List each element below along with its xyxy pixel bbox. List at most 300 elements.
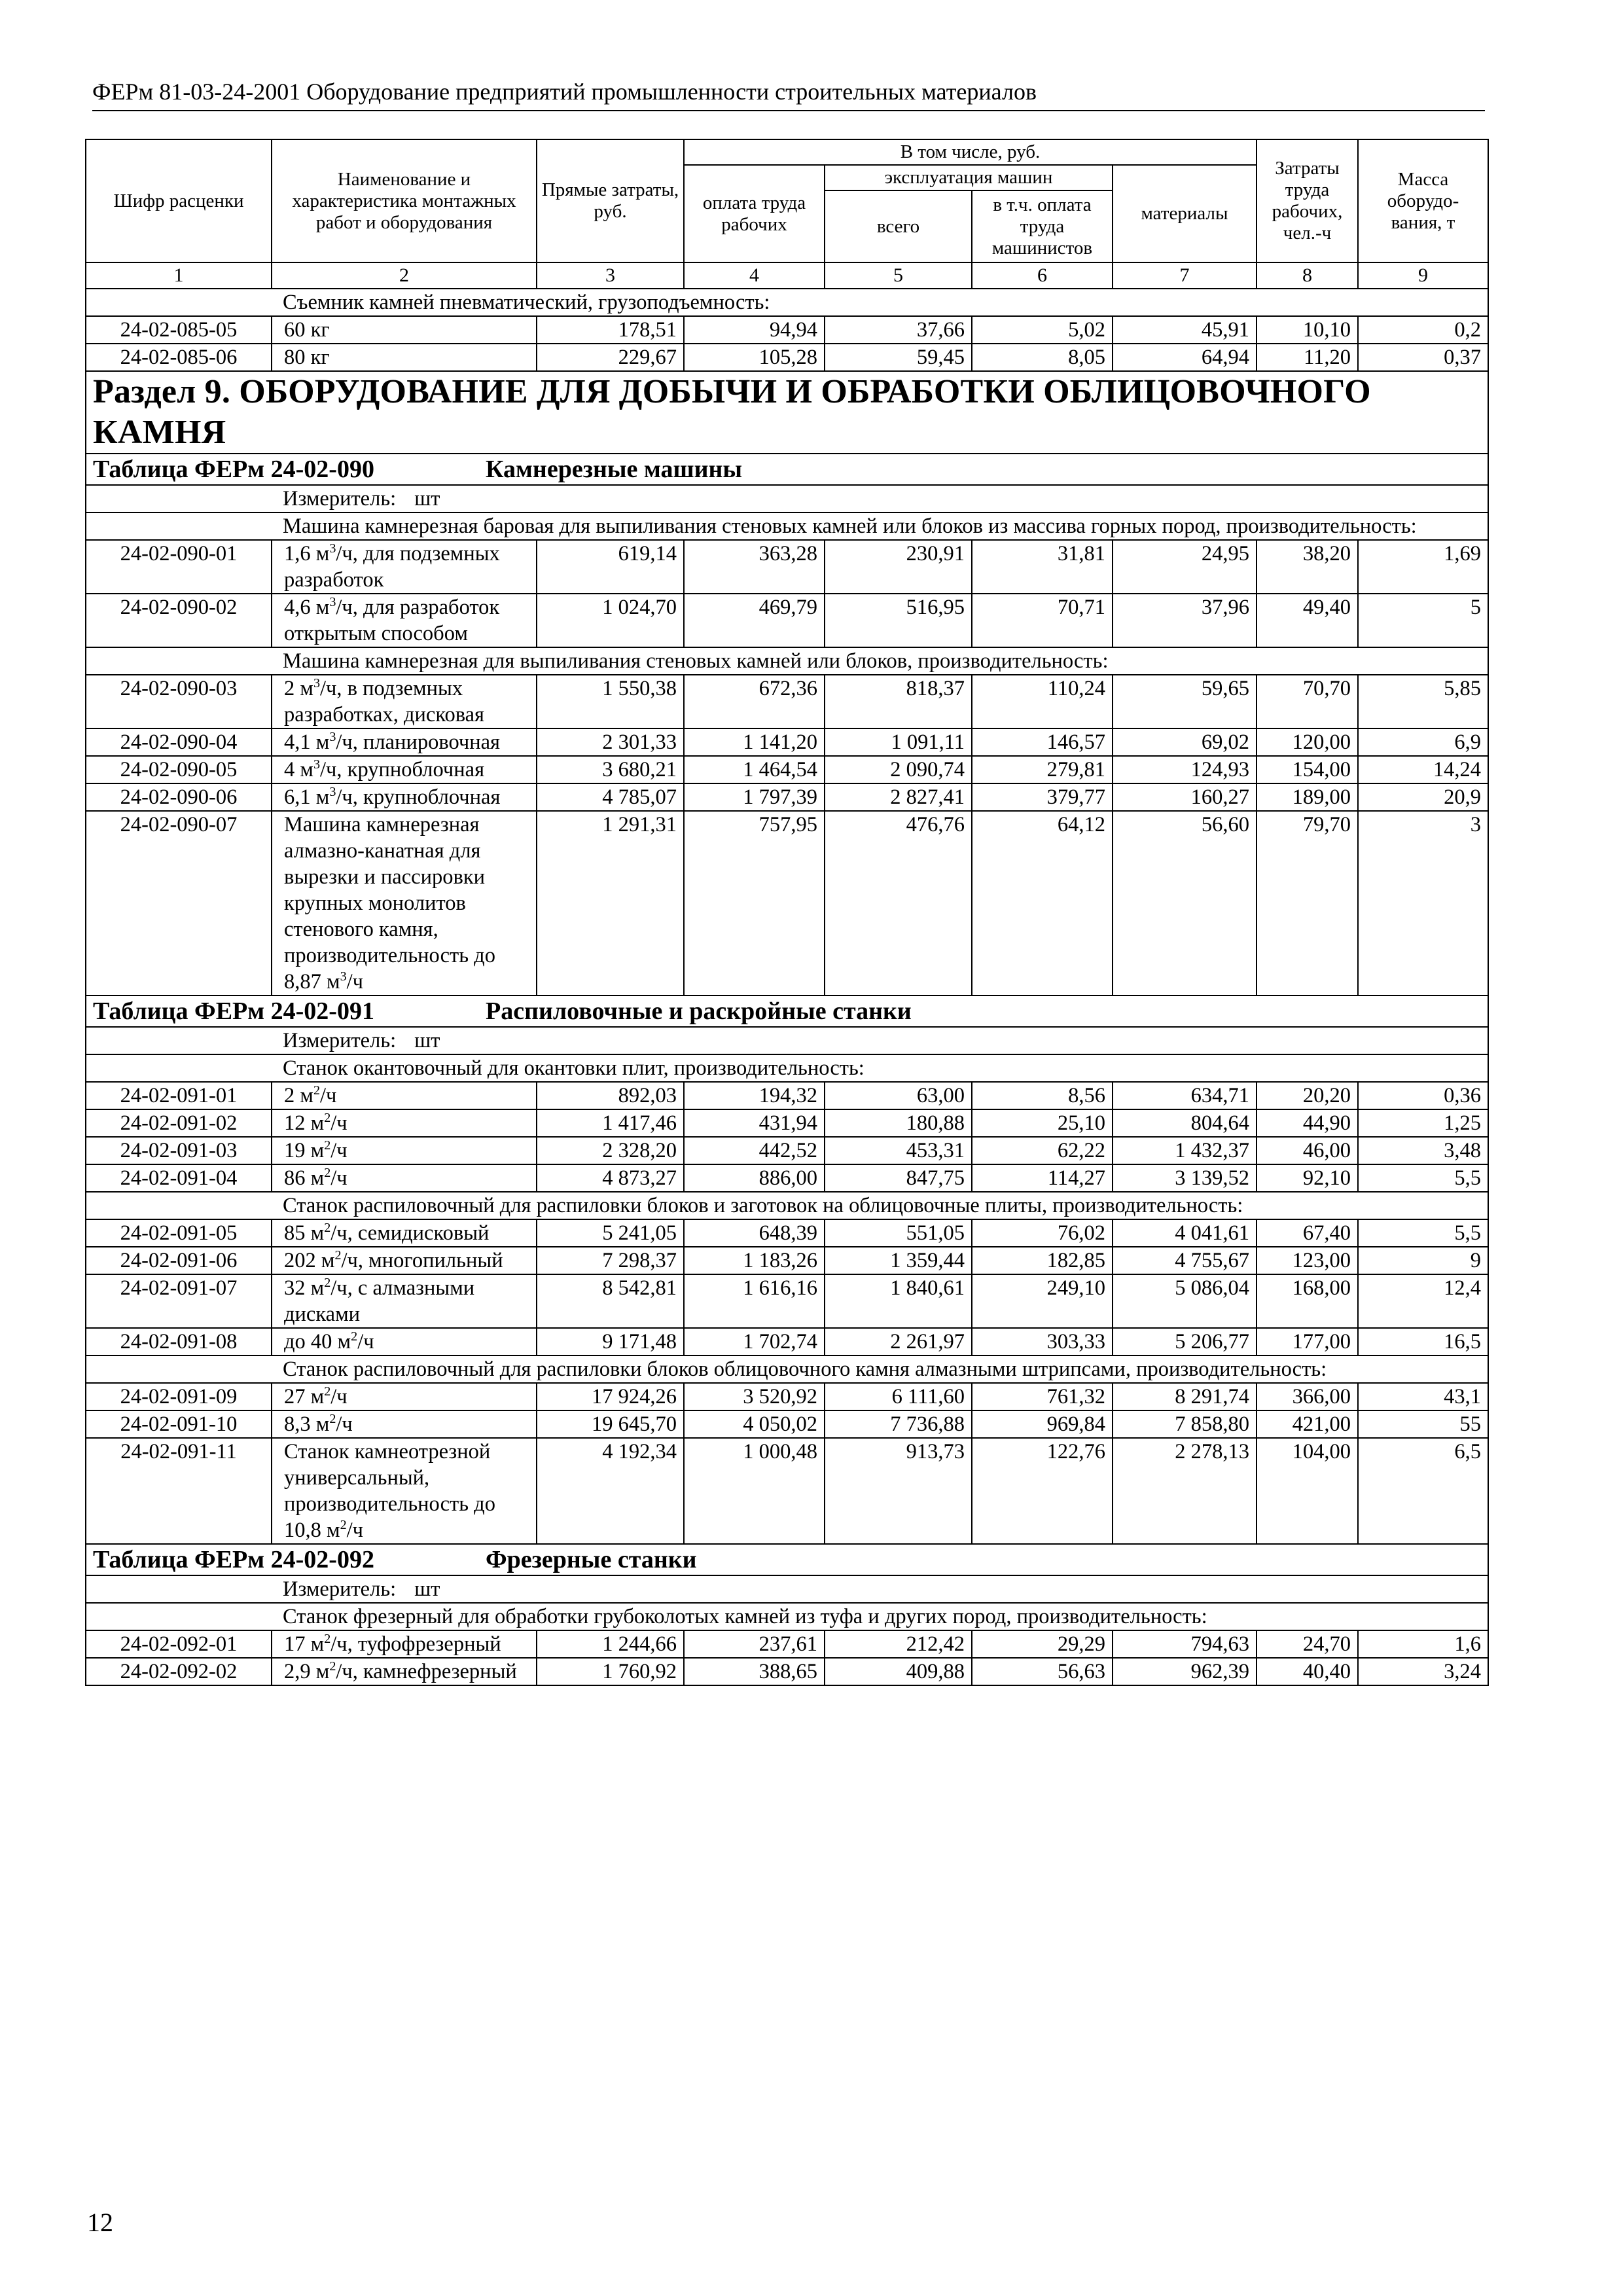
rate-code: 24-02-085-05 bbox=[86, 316, 272, 344]
table-id: Таблица ФЕРм 24-02-090 bbox=[93, 456, 374, 483]
value-cell: 648,39 bbox=[684, 1219, 825, 1247]
value-cell: 62,22 bbox=[972, 1137, 1113, 1164]
rate-code: 24-02-092-02 bbox=[86, 1658, 272, 1685]
value-cell: 230,91 bbox=[825, 540, 972, 594]
unit-exponent: 2 bbox=[324, 1276, 331, 1291]
rate-name-text: Станок камнеотрезной универсальный, производительность до 10,8 м bbox=[284, 1440, 495, 1542]
value-cell: 7 736,88 bbox=[825, 1410, 972, 1438]
value-cell: 4 873,27 bbox=[537, 1164, 684, 1192]
rate-name bbox=[272, 540, 537, 594]
value-cell: 0,37 bbox=[1358, 344, 1488, 371]
value-cell: 5,5 bbox=[1358, 1164, 1488, 1192]
col-header-materials: материалы bbox=[1113, 165, 1257, 262]
rate-name bbox=[272, 783, 537, 811]
value-cell: 29,29 bbox=[972, 1630, 1113, 1658]
rate-name-text: 2,9 м bbox=[284, 1660, 330, 1683]
value-cell: 9 171,48 bbox=[537, 1328, 684, 1355]
column-number: 1 bbox=[86, 262, 272, 289]
rate-name bbox=[272, 728, 537, 756]
value-cell: 1 840,61 bbox=[825, 1274, 972, 1328]
table-heading bbox=[86, 996, 1488, 1027]
value-cell: 11,20 bbox=[1257, 344, 1358, 371]
value-cell: 619,14 bbox=[537, 540, 684, 594]
rate-code: 24-02-091-09 bbox=[86, 1383, 272, 1410]
unit-exponent: 2 bbox=[324, 1166, 331, 1181]
unit-exponent: 2 bbox=[313, 1083, 321, 1098]
value-cell: 64,12 bbox=[972, 811, 1113, 996]
rate-name-text: /ч bbox=[330, 1166, 348, 1190]
value-cell: 49,40 bbox=[1257, 594, 1358, 647]
value-cell: 92,10 bbox=[1257, 1164, 1358, 1192]
col-header-mass: Масса оборудо-вания, т bbox=[1358, 139, 1488, 262]
value-cell: 63,00 bbox=[825, 1082, 972, 1109]
value-cell: 20,9 bbox=[1358, 783, 1488, 811]
value-cell: 634,71 bbox=[1113, 1082, 1257, 1109]
rate-name-text: 85 м bbox=[284, 1221, 325, 1245]
value-cell: 442,52 bbox=[684, 1137, 825, 1164]
value-cell: 182,85 bbox=[972, 1247, 1113, 1274]
value-cell: 1 291,31 bbox=[537, 811, 684, 996]
value-cell: 64,94 bbox=[1113, 344, 1257, 371]
value-cell: 7 298,37 bbox=[537, 1247, 684, 1274]
value-cell: 2 827,41 bbox=[825, 783, 972, 811]
table-row bbox=[86, 540, 1488, 594]
value-cell: 94,94 bbox=[684, 316, 825, 344]
value-cell: 160,27 bbox=[1113, 783, 1257, 811]
value-cell: 104,00 bbox=[1257, 1438, 1358, 1544]
page-number: 12 bbox=[87, 2208, 113, 2237]
value-cell: 1 183,26 bbox=[684, 1247, 825, 1274]
value-cell: 757,95 bbox=[684, 811, 825, 996]
rate-name bbox=[272, 1658, 537, 1685]
value-cell: 194,32 bbox=[684, 1082, 825, 1109]
value-cell: 804,64 bbox=[1113, 1109, 1257, 1137]
value-cell: 25,10 bbox=[972, 1109, 1113, 1137]
value-cell: 177,00 bbox=[1257, 1328, 1358, 1355]
unit-exponent: 2 bbox=[351, 1329, 358, 1344]
col-header-code: Шифр расценки bbox=[86, 139, 272, 262]
value-cell: 70,70 bbox=[1257, 675, 1358, 728]
rate-name bbox=[272, 1219, 537, 1247]
value-cell: 24,95 bbox=[1113, 540, 1257, 594]
value-cell: 45,91 bbox=[1113, 316, 1257, 344]
value-cell: 551,05 bbox=[825, 1219, 972, 1247]
rate-name-text: /ч, семидисковый bbox=[330, 1221, 490, 1245]
value-cell: 237,61 bbox=[684, 1630, 825, 1658]
unit-exponent: 2 bbox=[324, 1221, 331, 1236]
value-cell: 1,6 bbox=[1358, 1630, 1488, 1658]
unit-exponent: 2 bbox=[324, 1632, 331, 1647]
column-number: 4 bbox=[684, 262, 825, 289]
value-cell: 56,60 bbox=[1113, 811, 1257, 996]
group-heading: Машина камнерезная баровая для выпиливания стеновых камней или блоков из массива горных пород, производительность: bbox=[86, 512, 1488, 540]
rate-name bbox=[272, 1383, 537, 1410]
value-cell: 154,00 bbox=[1257, 756, 1358, 783]
value-cell: 409,88 bbox=[825, 1658, 972, 1685]
value-cell: 469,79 bbox=[684, 594, 825, 647]
value-cell: 962,39 bbox=[1113, 1658, 1257, 1685]
value-cell: 249,10 bbox=[972, 1274, 1113, 1328]
value-cell: 59,65 bbox=[1113, 675, 1257, 728]
rate-code: 24-02-091-02 bbox=[86, 1109, 272, 1137]
table-row bbox=[86, 1164, 1488, 1192]
value-cell: 229,67 bbox=[537, 344, 684, 371]
table-row bbox=[86, 1137, 1488, 1164]
rate-name-text: 6,1 м bbox=[284, 785, 330, 809]
value-cell: 303,33 bbox=[972, 1328, 1113, 1355]
column-number: 3 bbox=[537, 262, 684, 289]
rate-name-text: 4,6 м bbox=[284, 596, 330, 619]
table-row bbox=[86, 1328, 1488, 1355]
rate-name-text: /ч bbox=[346, 1518, 364, 1542]
group-heading: Съемник камней пневматический, грузоподъемность: bbox=[86, 289, 1488, 316]
column-number: 7 bbox=[1113, 262, 1257, 289]
rate-name-text: /ч, многопильный bbox=[341, 1249, 503, 1272]
meter-unit: шт bbox=[414, 1029, 440, 1052]
rate-name-text: /ч, для разработок открытым способом bbox=[284, 596, 500, 645]
rate-name-text: /ч, крупноблочная bbox=[320, 758, 485, 781]
value-cell: 122,76 bbox=[972, 1438, 1113, 1544]
meter-row bbox=[86, 485, 1488, 512]
value-cell: 761,32 bbox=[972, 1383, 1113, 1410]
table-row bbox=[86, 1247, 1488, 1274]
rate-name-text: /ч, с алмазными дисками bbox=[284, 1276, 475, 1326]
rate-name bbox=[272, 1109, 537, 1137]
value-cell: 189,00 bbox=[1257, 783, 1358, 811]
value-cell: 1 091,11 bbox=[825, 728, 972, 756]
value-cell: 8,56 bbox=[972, 1082, 1113, 1109]
value-cell: 20,20 bbox=[1257, 1082, 1358, 1109]
rate-name bbox=[272, 1630, 537, 1658]
meter-label: Измеритель: bbox=[283, 1029, 397, 1052]
value-cell: 37,66 bbox=[825, 316, 972, 344]
rate-name bbox=[272, 811, 537, 996]
value-cell: 44,90 bbox=[1257, 1109, 1358, 1137]
rate-name-text: 4,1 м bbox=[284, 730, 330, 754]
page-header: ФЕРм 81-03-24-2001 Оборудование предприятий промышленности строительных материалов bbox=[92, 77, 1485, 111]
rate-name-text: /ч, в подземных разработках, дисковая bbox=[284, 677, 485, 726]
rate-name-text: 19 м bbox=[284, 1139, 325, 1162]
value-cell: 16,5 bbox=[1358, 1328, 1488, 1355]
value-cell: 453,31 bbox=[825, 1137, 972, 1164]
value-cell: 59,45 bbox=[825, 344, 972, 371]
rate-name-text: 32 м bbox=[284, 1276, 325, 1300]
value-cell: 431,94 bbox=[684, 1109, 825, 1137]
value-cell: 5 241,05 bbox=[537, 1219, 684, 1247]
rate-name bbox=[272, 594, 537, 647]
rate-name-text: /ч bbox=[330, 1385, 348, 1408]
col-header-name: Наименование и характеристика монтажных работ и оборудования bbox=[272, 139, 537, 262]
value-cell: 1 550,38 bbox=[537, 675, 684, 728]
meter-label: Измеритель: bbox=[283, 487, 397, 511]
rate-code: 24-02-090-05 bbox=[86, 756, 272, 783]
rate-name bbox=[272, 1410, 537, 1438]
value-cell: 476,76 bbox=[825, 811, 972, 996]
table-row bbox=[86, 756, 1488, 783]
unit-exponent: 3 bbox=[313, 757, 321, 772]
value-cell: 9 bbox=[1358, 1247, 1488, 1274]
group-heading: Станок распиловочный для распиловки блоков облицовочного камня алмазными штрипсами, производительность: bbox=[86, 1355, 1488, 1383]
value-cell: 10,10 bbox=[1257, 316, 1358, 344]
value-cell: 2 090,74 bbox=[825, 756, 972, 783]
col-header-machines: эксплуатация машин bbox=[825, 165, 1113, 190]
value-cell: 794,63 bbox=[1113, 1630, 1257, 1658]
value-cell: 363,28 bbox=[684, 540, 825, 594]
value-cell: 1 432,37 bbox=[1113, 1137, 1257, 1164]
rate-code: 24-02-091-11 bbox=[86, 1438, 272, 1544]
table-row bbox=[86, 811, 1488, 996]
col-header-incl: В том числе, руб. bbox=[684, 139, 1257, 165]
value-cell: 146,57 bbox=[972, 728, 1113, 756]
group-heading: Станок распиловочный для распиловки блоков и заготовок на облицовочные плиты, производительность: bbox=[86, 1192, 1488, 1219]
col-header-mach-labor: в т.ч. оплата труда машинистов bbox=[972, 190, 1113, 262]
value-cell: 67,40 bbox=[1257, 1219, 1358, 1247]
value-cell: 1,25 bbox=[1358, 1109, 1488, 1137]
value-cell: 56,63 bbox=[972, 1658, 1113, 1685]
column-number-row bbox=[86, 262, 1488, 289]
column-number: 9 bbox=[1358, 262, 1488, 289]
value-cell: 379,77 bbox=[972, 783, 1113, 811]
rate-code: 24-02-091-10 bbox=[86, 1410, 272, 1438]
rate-code: 24-02-091-08 bbox=[86, 1328, 272, 1355]
column-number: 6 bbox=[972, 262, 1113, 289]
rate-name bbox=[272, 1247, 537, 1274]
value-cell: 14,24 bbox=[1358, 756, 1488, 783]
section-heading: Раздел 9. ОБОРУДОВАНИЕ ДЛЯ ДОБЫЧИ И ОБРАБОТКИ ОБЛИЦОВОЧНОГО КАМНЯ bbox=[86, 371, 1488, 454]
value-cell: 421,00 bbox=[1257, 1410, 1358, 1438]
value-cell: 1 797,39 bbox=[684, 783, 825, 811]
rate-name bbox=[272, 1137, 537, 1164]
rate-name bbox=[272, 1328, 537, 1355]
rate-name-text: /ч bbox=[330, 1111, 348, 1135]
rate-code: 24-02-091-04 bbox=[86, 1164, 272, 1192]
rate-name bbox=[272, 675, 537, 728]
table-heading bbox=[86, 1544, 1488, 1575]
table-row bbox=[86, 1109, 1488, 1137]
table-title: Фрезерные станки bbox=[486, 1546, 697, 1573]
value-cell: 38,20 bbox=[1257, 540, 1358, 594]
value-cell: 4 041,61 bbox=[1113, 1219, 1257, 1247]
value-cell: 388,65 bbox=[684, 1658, 825, 1685]
value-cell: 168,00 bbox=[1257, 1274, 1358, 1328]
value-cell: 76,02 bbox=[972, 1219, 1113, 1247]
rate-name-text: 8,3 м bbox=[284, 1412, 330, 1436]
value-cell: 123,00 bbox=[1257, 1247, 1358, 1274]
table-row bbox=[86, 1274, 1488, 1328]
value-cell: 5,02 bbox=[972, 316, 1113, 344]
rate-code: 24-02-091-01 bbox=[86, 1082, 272, 1109]
group-heading: Станок фрезерный для обработки грубоколотых камней из туфа и других пород, производительность: bbox=[86, 1603, 1488, 1630]
rate-name-text: 27 м bbox=[284, 1385, 325, 1408]
value-cell: 3,48 bbox=[1358, 1137, 1488, 1164]
rate-name-text: /ч bbox=[330, 1139, 348, 1162]
value-cell: 1 024,70 bbox=[537, 594, 684, 647]
unit-exponent: 2 bbox=[329, 1659, 336, 1674]
rate-code: 24-02-090-01 bbox=[86, 540, 272, 594]
rate-code: 24-02-091-05 bbox=[86, 1219, 272, 1247]
group-heading: Станок окантовочный для окантовки плит, производительность: bbox=[86, 1054, 1488, 1082]
table-row bbox=[86, 1410, 1488, 1438]
value-cell: 279,81 bbox=[972, 756, 1113, 783]
rate-code: 24-02-090-07 bbox=[86, 811, 272, 996]
table-row bbox=[86, 728, 1488, 756]
table-id: Таблица ФЕРм 24-02-091 bbox=[93, 997, 374, 1025]
value-cell: 847,75 bbox=[825, 1164, 972, 1192]
table-row bbox=[86, 1630, 1488, 1658]
value-cell: 180,88 bbox=[825, 1109, 972, 1137]
value-cell: 1 000,48 bbox=[684, 1438, 825, 1544]
meter-unit: шт bbox=[414, 487, 440, 511]
unit-exponent: 2 bbox=[324, 1111, 331, 1126]
value-cell: 892,03 bbox=[537, 1082, 684, 1109]
unit-exponent: 3 bbox=[340, 969, 347, 984]
unit-exponent: 2 bbox=[340, 1518, 347, 1533]
col-header-mach-total: всего bbox=[825, 190, 972, 262]
value-cell: 3 680,21 bbox=[537, 756, 684, 783]
rate-code: 24-02-091-03 bbox=[86, 1137, 272, 1164]
rate-name-text: 86 м bbox=[284, 1166, 325, 1190]
rate-name-text: /ч bbox=[346, 970, 364, 994]
value-cell: 1 141,20 bbox=[684, 728, 825, 756]
col-header-labor-pay: оплата труда рабочих bbox=[684, 165, 825, 262]
value-cell: 1 702,74 bbox=[684, 1328, 825, 1355]
value-cell: 178,51 bbox=[537, 316, 684, 344]
value-cell: 5,85 bbox=[1358, 675, 1488, 728]
value-cell: 70,71 bbox=[972, 594, 1113, 647]
value-cell: 6 111,60 bbox=[825, 1383, 972, 1410]
value-cell: 8,05 bbox=[972, 344, 1113, 371]
unit-exponent: 3 bbox=[329, 595, 336, 610]
value-cell: 12,4 bbox=[1358, 1274, 1488, 1328]
rate-name-text: 202 м bbox=[284, 1249, 335, 1272]
table-row bbox=[86, 675, 1488, 728]
col-header-labor-cost: Затраты труда рабочих, чел.-ч bbox=[1257, 139, 1358, 262]
value-cell: 19 645,70 bbox=[537, 1410, 684, 1438]
rate-name-text: /ч bbox=[320, 1084, 337, 1107]
table-row bbox=[86, 344, 1488, 371]
rate-name-text: /ч, камнефрезерный bbox=[336, 1660, 517, 1683]
value-cell: 5 bbox=[1358, 594, 1488, 647]
value-cell: 4 785,07 bbox=[537, 783, 684, 811]
value-cell: 886,00 bbox=[684, 1164, 825, 1192]
value-cell: 7 858,80 bbox=[1113, 1410, 1257, 1438]
rate-name-text: 4 м bbox=[284, 758, 313, 781]
value-cell: 4 050,02 bbox=[684, 1410, 825, 1438]
table-row bbox=[86, 1658, 1488, 1685]
rate-code: 24-02-091-06 bbox=[86, 1247, 272, 1274]
value-cell: 8 291,74 bbox=[1113, 1383, 1257, 1410]
value-cell: 1 417,46 bbox=[537, 1109, 684, 1137]
value-cell: 1 616,16 bbox=[684, 1274, 825, 1328]
value-cell: 1 359,44 bbox=[825, 1247, 972, 1274]
column-number: 5 bbox=[825, 262, 972, 289]
value-cell: 969,84 bbox=[972, 1410, 1113, 1438]
rates-table bbox=[85, 139, 1489, 1686]
rate-name-text: 2 м bbox=[284, 1084, 313, 1107]
value-cell: 818,37 bbox=[825, 675, 972, 728]
value-cell: 366,00 bbox=[1257, 1383, 1358, 1410]
value-cell: 2 301,33 bbox=[537, 728, 684, 756]
table-row bbox=[86, 1219, 1488, 1247]
value-cell: 31,81 bbox=[972, 540, 1113, 594]
table-title: Распиловочные и раскройные станки bbox=[486, 997, 912, 1025]
rate-code: 24-02-090-04 bbox=[86, 728, 272, 756]
unit-exponent: 2 bbox=[324, 1384, 331, 1399]
table-row bbox=[86, 1438, 1488, 1544]
value-cell: 2 328,20 bbox=[537, 1137, 684, 1164]
rate-name bbox=[272, 1438, 537, 1544]
value-cell: 516,95 bbox=[825, 594, 972, 647]
unit-exponent: 2 bbox=[334, 1248, 342, 1263]
value-cell: 1,69 bbox=[1358, 540, 1488, 594]
value-cell: 1 760,92 bbox=[537, 1658, 684, 1685]
value-cell: 124,93 bbox=[1113, 756, 1257, 783]
value-cell: 672,36 bbox=[684, 675, 825, 728]
rate-code: 24-02-085-06 bbox=[86, 344, 272, 371]
rate-name-text: /ч bbox=[336, 1412, 353, 1436]
value-cell: 69,02 bbox=[1113, 728, 1257, 756]
value-cell: 4 755,67 bbox=[1113, 1247, 1257, 1274]
value-cell: 6,9 bbox=[1358, 728, 1488, 756]
rate-name-text: /ч, крупноблочная bbox=[336, 785, 501, 809]
value-cell: 2 278,13 bbox=[1113, 1438, 1257, 1544]
rate-name-text: Машина камнерезная алмазно-канатная для вырезки и пассировки крупных монолитов стенового камня, производительность до 8,87 м bbox=[284, 813, 495, 994]
table-row bbox=[86, 1082, 1488, 1109]
value-cell: 8 542,81 bbox=[537, 1274, 684, 1328]
value-cell: 1 464,54 bbox=[684, 756, 825, 783]
table-heading bbox=[86, 454, 1488, 485]
value-cell: 212,42 bbox=[825, 1630, 972, 1658]
value-cell: 2 261,97 bbox=[825, 1328, 972, 1355]
table-title: Камнерезные машины bbox=[486, 456, 743, 483]
meter-row bbox=[86, 1027, 1488, 1054]
value-cell: 3,24 bbox=[1358, 1658, 1488, 1685]
value-cell: 5 086,04 bbox=[1113, 1274, 1257, 1328]
value-cell: 5 206,77 bbox=[1113, 1328, 1257, 1355]
unit-exponent: 3 bbox=[329, 541, 336, 556]
value-cell: 3 139,52 bbox=[1113, 1164, 1257, 1192]
value-cell: 3 bbox=[1358, 811, 1488, 996]
rate-name-text: 1,6 м bbox=[284, 542, 330, 565]
rate-code: 24-02-090-06 bbox=[86, 783, 272, 811]
value-cell: 37,96 bbox=[1113, 594, 1257, 647]
value-cell: 0,2 bbox=[1358, 316, 1488, 344]
table-row bbox=[86, 1383, 1488, 1410]
rate-name-text: до 40 м bbox=[284, 1330, 351, 1354]
value-cell: 24,70 bbox=[1257, 1630, 1358, 1658]
value-cell: 4 192,34 bbox=[537, 1438, 684, 1544]
rate-name: 80 кг bbox=[272, 344, 537, 371]
rate-name-text: 17 м bbox=[284, 1632, 325, 1656]
rate-code: 24-02-091-07 bbox=[86, 1274, 272, 1328]
rate-name-text: /ч bbox=[357, 1330, 374, 1354]
rate-name bbox=[272, 756, 537, 783]
value-cell: 43,1 bbox=[1358, 1383, 1488, 1410]
meter-row bbox=[86, 1575, 1488, 1603]
rate-name bbox=[272, 1274, 537, 1328]
meter-unit: шт bbox=[414, 1577, 440, 1601]
column-number: 8 bbox=[1257, 262, 1358, 289]
unit-exponent: 2 bbox=[329, 1412, 336, 1427]
column-number: 2 bbox=[272, 262, 537, 289]
rate-name: 60 кг bbox=[272, 316, 537, 344]
value-cell: 46,00 bbox=[1257, 1137, 1358, 1164]
rate-name-text: 2 м bbox=[284, 677, 313, 700]
value-cell: 105,28 bbox=[684, 344, 825, 371]
group-heading: Машина камнерезная для выпиливания стеновых камней или блоков, производительность: bbox=[86, 647, 1488, 675]
unit-exponent: 3 bbox=[313, 676, 321, 691]
value-cell: 0,36 bbox=[1358, 1082, 1488, 1109]
